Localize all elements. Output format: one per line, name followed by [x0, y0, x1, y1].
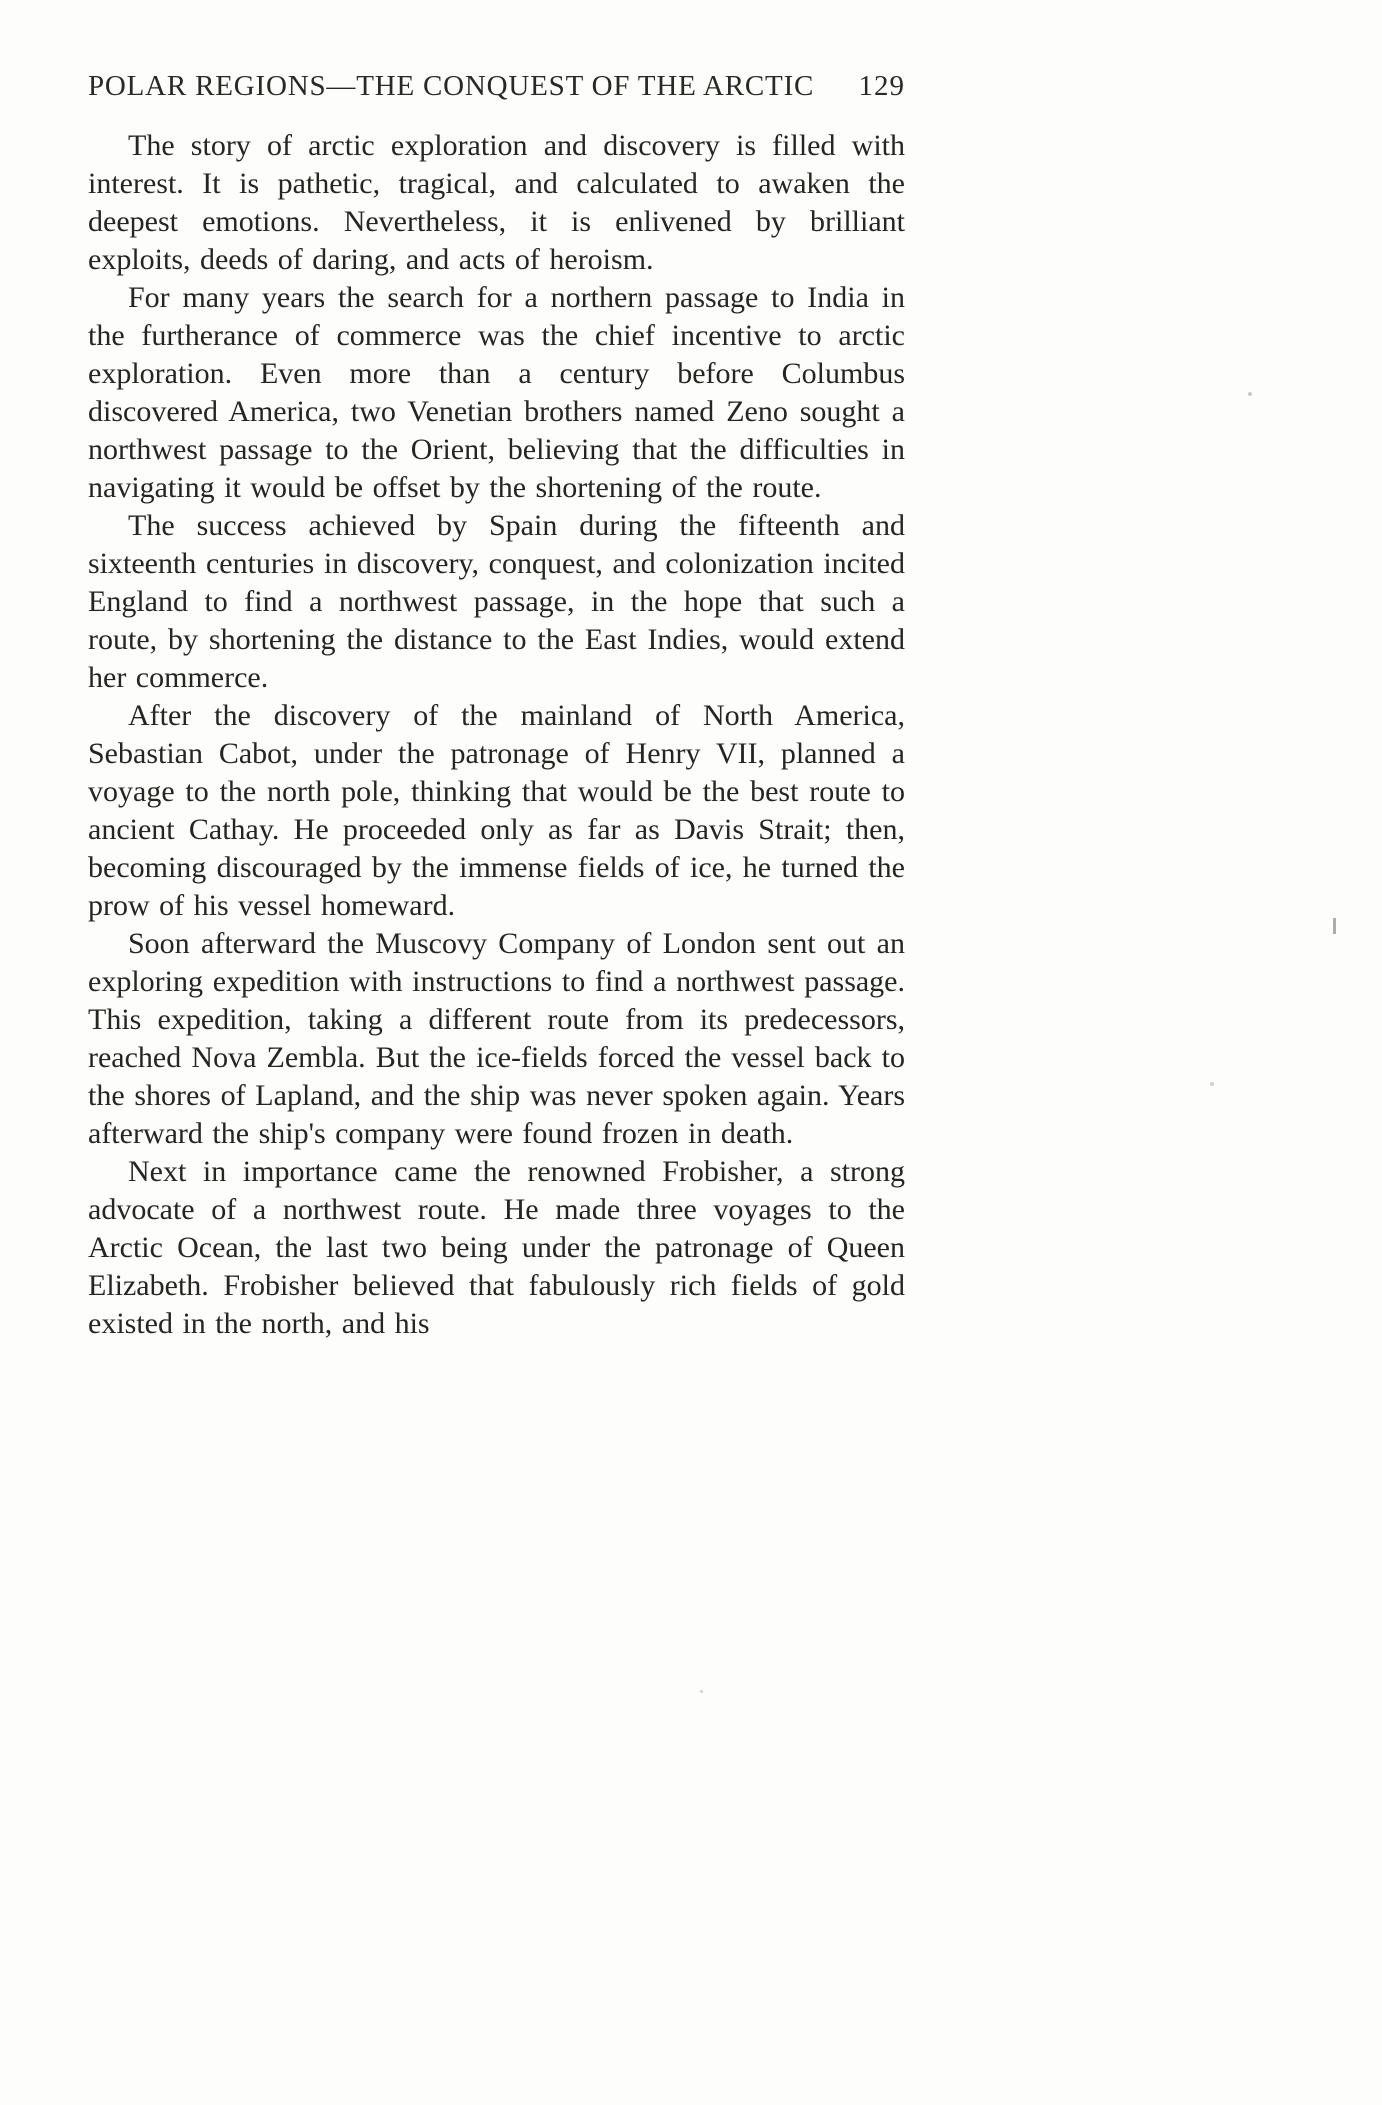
- running-title: POLAR REGIONS—THE CONQUEST OF THE ARCTIC: [88, 70, 815, 102]
- paragraph: Next in importance came the renowned Frobisher, a strong advocate of a northwest route. He made three voyages to the Arctic Ocean, the last two being under the patronage of Queen Elizabeth. Frobisher believed that fabulously rich fields of gold existed in the north, and his: [88, 1155, 905, 1340]
- paragraph: The story of arctic exploration and discovery is filled with interest. It is pathetic, tragical, and calculated to awaken the deepest emotions. Nevertheless, it is enlivened by brilliant exploits, deeds of daring, and acts of heroism.: [88, 129, 905, 276]
- paragraph: After the discovery of the mainland of North America, Sebastian Cabot, under the patronage of Henry VII, planned a voyage to the north pole, thinking that would be the best route to ancient Cathay. He proceeded only as far as Davis Strait; then, becoming discouraged by the immense fields of ice, he turned the prow of his vessel homeward.: [88, 699, 905, 922]
- page-number: 129: [858, 70, 905, 102]
- scan-artifact: [1333, 918, 1336, 934]
- scan-artifact: [1210, 1082, 1214, 1086]
- paragraph: Soon afterward the Muscovy Company of London sent out an exploring expedition with instructions to find a northwest passage. This expedition, taking a different route from its predecessors, reached Nova Zembla. But the ice-fields forced the vessel back to the shores of Lapland, and the ship was never spoken again. Years afterward the ship's company were found frozen in death.: [88, 927, 905, 1150]
- paragraph: For many years the search for a northern passage to India in the furtherance of commerce was the chief incentive to arctic exploration. Even more than a century before Columbus discovered America, two Venetian brothers named Zeno sought a northwest passage to the Orient, believing that the difficulties in navigating it would be offset by the shortening of the route.: [88, 281, 905, 504]
- scan-artifact: [700, 1690, 703, 1693]
- paragraph: The success achieved by Spain during the fifteenth and sixteenth centuries in discovery, conquest, and colonization incited England to find a northwest passage, in the hope that such a route, by shortening the distance to the East Indies, would extend her commerce.: [88, 509, 905, 694]
- scan-artifact: [1248, 392, 1252, 396]
- page-header: [88, 70, 905, 103]
- page-body: [88, 127, 905, 1343]
